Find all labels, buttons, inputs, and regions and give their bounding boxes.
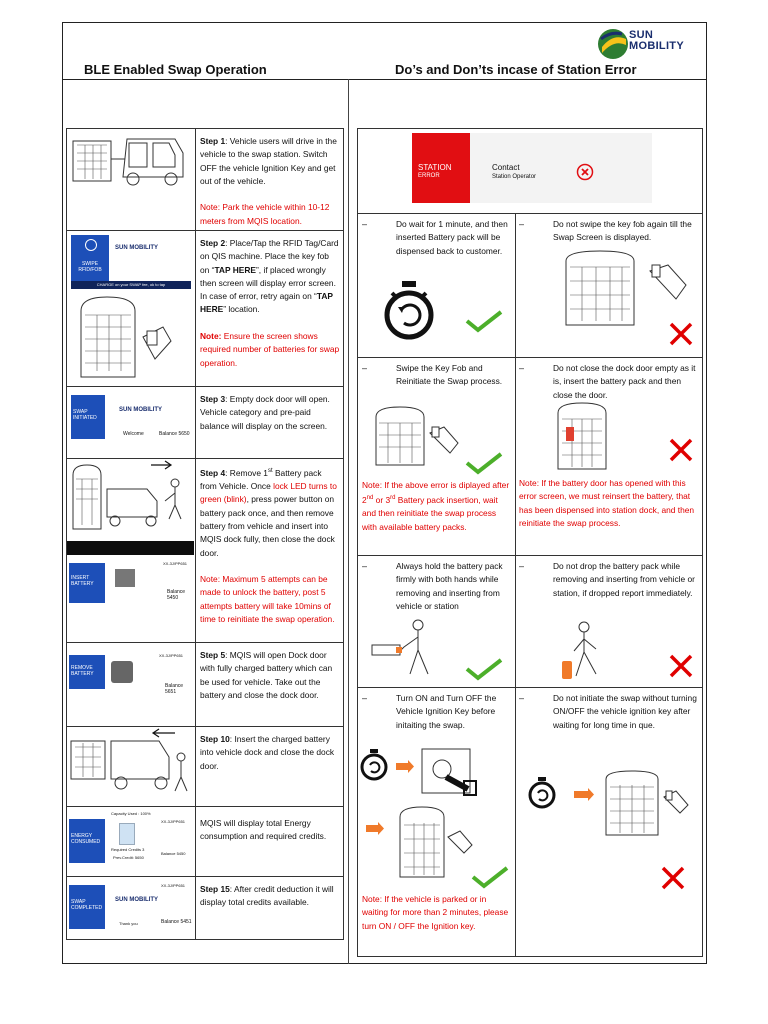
energy-consumed-text: MQIS will display total Energy consumption and required credits. — [200, 818, 327, 842]
green-check-icon — [464, 309, 504, 333]
step-row-5 — [67, 643, 343, 727]
screen-brand: SUN MOBILITY — [115, 245, 158, 251]
do-text-3: Always hold the battery pack firmly with both hands while removing and inserting from vehicle or station — [396, 561, 503, 611]
operator-label: Station Operator — [492, 174, 537, 180]
row-divider — [358, 555, 702, 556]
do-note-2: Note: If the above error is diplayed after 2nd or 3rd Battery pack insertion, wait and then reinitiate the swap process with available battery packs. — [362, 480, 510, 532]
battery-insert-illustration: INSERT BATTERY XX-3J/PP651 Balance 5450 — [67, 459, 196, 642]
swap-steps-table — [66, 128, 344, 940]
step-4-text: Step 4: Remove 1st Battery pack from Vehicle. Once lock LED turns to green (blink), press power button on battery pack once, and then remove battery from vehicle and insert into MQIS dock fully, then close the dock door. Note: Maximum 5 attempts can be made to unlock the battery, post 5 attempts battery will take 10mins of time to reinitiate the swap operation. — [200, 467, 337, 625]
red-x-icon — [668, 437, 694, 463]
station-swipe-illustration — [374, 405, 464, 467]
green-check-icon — [464, 451, 504, 475]
step-row-15 — [67, 877, 343, 939]
logo-globe-icon — [596, 27, 630, 61]
do-cell-2: – Swipe the Key Fob and Reinitiate the Swap process. — [362, 362, 512, 389]
green-check-icon — [464, 657, 504, 681]
dont-cell-2: – Do not close the dock door empty as it is, insert the battery pack and then close the door. — [519, 362, 699, 402]
stopwatch-icon — [382, 279, 436, 343]
row-divider — [358, 357, 702, 358]
row-divider — [358, 687, 702, 688]
do-cell-3: – Always hold the battery pack firmly with both hands while removing and inserting from vehicle or station — [362, 560, 512, 613]
dont-text-4: Do not initiate the swap without turning ON/OFF the vehicle ignition key after waiting for long time in que. — [553, 693, 697, 730]
error-label: ERROR — [418, 173, 440, 179]
dont-note-2: Note: If the battery door has opened with this error screen, we must reinsert the battery, that has been dispensed into station dock, and then reinitiate the swap process. — [519, 478, 695, 528]
step-5-text: Step 5: MQIS will open Dock door with fully charged battery which can be used for vehicle. Take out the battery and close the dock door. — [200, 650, 333, 700]
step-row-4 — [67, 459, 343, 643]
dont-text-1: Do not swipe the key fob again till the Swap Screen is displayed. — [553, 219, 692, 243]
do-text-2: Swipe the Key Fob and Reinitiate the Swap process. — [396, 363, 503, 387]
logo-text: SUN MOBILITY — [629, 29, 684, 52]
do-cell-4: – Turn ON and Turn OFF the Vehicle Ignition Key before initaiting the swap. — [362, 692, 512, 732]
station-label: STATION — [418, 163, 452, 172]
open-dock-door-illustration — [554, 399, 614, 471]
dont-text-2: Do not close the dock door empty as it is, insert the battery pack and then close the door. — [553, 363, 696, 400]
step-row-2 — [67, 231, 343, 387]
swap-initiated-screen: SWAP INITIATED SUN MOBILITY Welcome Balance 5650 — [67, 387, 196, 458]
do-text-4: Turn ON and Turn OFF the Vehicle Ignition Key before initaiting the swap. — [396, 693, 497, 730]
dos-donts-table — [357, 128, 703, 957]
error-x-icon — [576, 163, 594, 181]
swipe-screen-illustration — [67, 231, 196, 386]
do-note-4: Note: If the vehicle is parked or in waiting for more than 2 minutes, please turn ON / OFF the Ignition key. — [362, 894, 509, 931]
step-row-10 — [67, 727, 343, 807]
step-15-text: Step 15: After credit deduction it will display total credits available. — [200, 884, 334, 908]
step-3-text: Step 3: Empty dock door will open. Vehicle category and pre-paid balance will display on the screen. — [200, 394, 330, 431]
dont-cell-4: – Do not initiate the swap without turning ON/OFF the vehicle ignition key after waiting for long time in que. — [519, 692, 699, 732]
dont-cell-3: – Do not drop the battery pack while removing and inserting from vehicle or station, if dropped report immediately. — [519, 560, 699, 600]
do-cell-1: – Do wait for 1 minute, and then inserted Battery pack will be dispensed back to customer. — [362, 218, 512, 258]
red-x-icon — [660, 865, 686, 891]
screen-bar: CHARGE on your SWAP fee, ok to tap — [71, 281, 191, 289]
swipe-screen-panel: SWIPE RFID/FOB — [71, 235, 109, 281]
right-heading: Do’s and Don’ts incase of Station Error — [395, 62, 637, 77]
remove-battery-screen: REMOVE BATTERY XX-3J/PP651 Balance 5651 — [67, 643, 196, 726]
row-divider — [358, 213, 702, 214]
station-error-banner — [412, 133, 652, 203]
step-row-1 — [67, 129, 343, 231]
header-divider — [62, 79, 707, 80]
swap-completed-screen: SWAP COMPLETED SUN MOBILITY XX-3J/PP651 Thank you Balance 5451 — [67, 877, 196, 939]
red-x-icon — [668, 653, 694, 679]
swipe-without-ignition-illustration — [526, 767, 696, 837]
dont-text-3: Do not drop the battery pack while removing and inserting from vehicle or station, if dropped report immediately. — [553, 561, 695, 598]
red-x-icon — [668, 321, 694, 347]
step-1-text: Step 1: Vehicle users will drive in the vehicle to the swap station. Switch OFF the vehicle Ignition Key and get out of the vehicle. Note: Park the vehicle within 10-12 meters from MQIS location. — [200, 136, 337, 226]
column-divider-inner — [515, 213, 516, 957]
energy-consumed-screen: ENERGY CONSUMED Capacity Used : 100% XX-3J/PP651 Required Credits 3 Prev.Credit: 5650 Balance 5450 — [67, 807, 196, 876]
vehicle-drive-illustration — [67, 129, 196, 230]
do-text-1: Do wait for 1 minute, and then inserted Battery pack will be dispensed back to customer. — [396, 219, 508, 256]
energy-consumed-row — [67, 807, 343, 877]
dont-cell-1: – Do not swipe the key fob again till the Swap Screen is displayed. — [519, 218, 699, 245]
column-divider — [348, 79, 349, 964]
battery-into-vehicle-illustration — [67, 727, 196, 806]
left-heading: BLE Enabled Swap Operation — [84, 62, 267, 77]
green-check-icon — [470, 865, 510, 889]
step-10-text: Step 10: Insert the charged battery into vehicle dock and close the dock door. — [200, 734, 335, 771]
step-2-text: Step 2: Place/Tap the RFID Tag/Card on QIS machine. Place the key fob on “TAP HERE”, if placed wrongly then screen will display error screen. In case of error, retry again on “TAP HERE” location. Note: Ensure the screen shows required number of batteries for swap operation. — [200, 238, 340, 368]
person-holding-battery-illustration — [368, 619, 438, 679]
swap-station-swipe-illustration — [564, 247, 692, 327]
contact-label: Contact — [492, 163, 520, 172]
step-row-3 — [67, 387, 343, 459]
person-dropping-battery-illustration — [554, 621, 614, 683]
